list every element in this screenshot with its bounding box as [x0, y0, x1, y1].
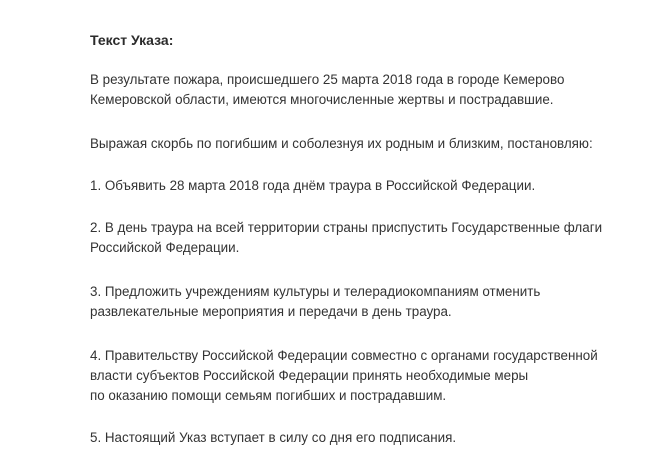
resolution-paragraph — [90, 134, 593, 154]
clause-4-paragraph — [90, 346, 598, 406]
paragraph-line: 5. Настоящий Указ вступает в силу со дня его подписания. — [90, 430, 457, 445]
section-heading: Текст Указа: — [90, 32, 174, 48]
clause-1-paragraph — [90, 176, 535, 196]
paragraph-line: 2. В день траура на всей территории страны приспустить Государственные флаги — [90, 220, 603, 235]
paragraph-line: 3. Предложить учреждениям культуры и телерадиокомпаниям отменить — [90, 284, 541, 299]
clause-2-paragraph — [90, 218, 602, 258]
paragraph-line: 4. Правительству Российской Федерации совместно с органами государственной — [90, 348, 598, 363]
clause-5-paragraph — [90, 428, 456, 448]
paragraph-line: власти субъектов Российской Федерации принять необходимые меры — [90, 368, 529, 383]
paragraph-line: Выражая скорбь по погибшим и соболезнуя их родным и близким, постановляю: — [90, 136, 593, 151]
paragraph-line: Российской Федерации. — [90, 240, 240, 255]
intro-paragraph — [90, 70, 564, 110]
clause-3-paragraph — [90, 282, 540, 322]
paragraph-line: 1. Объявить 28 марта 2018 года днём траура в Российской Федерации. — [90, 178, 536, 193]
paragraph-line: Кемеровской области, имеются многочисленные жертвы и пострадавшие. — [90, 92, 554, 107]
paragraph-line: В результате пожара, происшедшего 25 марта 2018 года в городе Кемерово — [90, 72, 565, 87]
paragraph-line: развлекательные мероприятия и передачи в день траура. — [90, 304, 452, 319]
paragraph-line: по оказанию помощи семьям погибших и пострадавшим. — [90, 388, 447, 403]
